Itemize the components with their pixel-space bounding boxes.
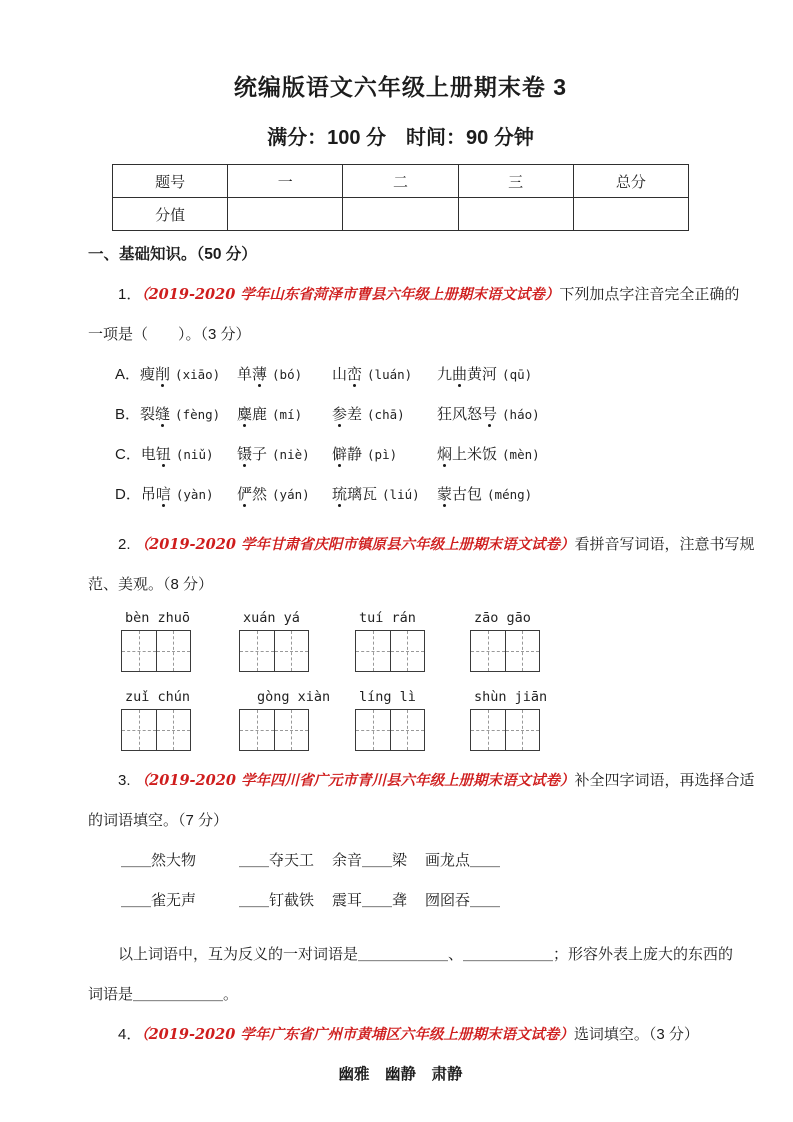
pinyin-label: shùn jiān <box>474 689 548 705</box>
question-3-fill-sentence-line2: 词语是＿＿＿＿＿＿。 <box>88 986 239 1003</box>
writing-grid-box <box>355 709 425 751</box>
score-table-header-cell: 一 <box>228 165 343 198</box>
dotted-char: 俨 <box>237 486 253 503</box>
pinyin-label: gòng xiàn <box>257 689 331 705</box>
pinyin-label: tuí rán <box>359 610 416 626</box>
question-3-stem-text: 补全四字词语，再选择合适 <box>574 772 755 789</box>
writing-grid-box <box>470 709 540 751</box>
idiom-blank-item: 震耳＿＿聋 <box>332 892 408 909</box>
dotted-char: 缝 <box>155 406 171 423</box>
option-label: C． <box>115 446 141 463</box>
writing-boxes-row-1 <box>121 630 713 672</box>
idiom-blank-item: 余音＿＿梁 <box>332 852 408 869</box>
option-label: D． <box>115 486 141 503</box>
pinyin: (niè) <box>272 447 310 462</box>
pinyin-label: bèn zhuō <box>125 610 191 626</box>
dotted-char: 峦 <box>347 366 363 383</box>
score-table-header-cell: 总分 <box>573 165 688 198</box>
dotted-char: 唁 <box>155 486 171 503</box>
page-title: 统编版语文六年级上册期末卷 3 <box>233 74 568 100</box>
score-table-header-row <box>113 165 689 198</box>
dotted-char: 镊 <box>237 446 253 463</box>
idiom-fill-row-2 <box>121 881 713 921</box>
dotted-char: 麋 <box>237 406 253 423</box>
pinyin: (háo) <box>502 407 540 422</box>
pinyin: (yán) <box>272 487 310 502</box>
exam-score-time-subtitle: 满分：100 分 时间：90 分钟 <box>267 127 534 149</box>
score-cell-empty <box>228 198 343 231</box>
option-label: B． <box>115 406 141 423</box>
pinyin-row-2 <box>121 686 713 708</box>
question-3-fill-sentence-line1: 以上词语中，互为反义的一对词语是＿＿＿＿＿＿、＿＿＿＿＿＿；形容外表上庞大的东西的 <box>118 946 734 963</box>
score-table-header-cell: 题号 <box>113 165 228 198</box>
question-2-number: 2. <box>118 536 131 553</box>
score-cell-empty <box>343 198 458 231</box>
score-row-label: 分值 <box>113 198 228 231</box>
question-3-stem <box>88 761 755 801</box>
pinyin: (mí) <box>272 407 303 422</box>
idiom-blank-item: ＿＿雀无声 <box>121 892 197 909</box>
idiom-blank-item: 囫囵吞＿＿ <box>425 892 501 909</box>
score-table-value-row <box>113 198 689 231</box>
question-1-option-D: D．吊唁 (yàn) 俨然 (yán) 琉璃瓦 (liú) 蒙古包 (méng) <box>115 486 533 503</box>
question-3-source: （2019-2020 学年四川省广元市青川县六年级上册期末语文试卷） <box>134 772 575 789</box>
pinyin-label: líng lì <box>359 689 416 705</box>
question-1-option-C: C．电钮 (niǔ) 镊子 (niè) 僻静 (pì) 焖上米饭 (mèn) <box>115 446 540 463</box>
section-1-heading: 一、基础知识。（50 分） <box>88 246 257 263</box>
pinyin-label: zāo gāo <box>474 610 531 626</box>
dotted-char: 薄 <box>252 366 268 383</box>
question-4-word-bank: 幽雅 幽静 肃静 <box>338 1066 463 1083</box>
question-1-option-B: B．裂缝 (fèng) 麋鹿 (mí) 参差 (chā) 狂风怒号 (háo) <box>115 406 540 423</box>
question-1-stem <box>88 275 740 315</box>
pinyin-label: xuán yá <box>243 610 300 626</box>
writing-grid-box <box>470 630 540 672</box>
question-2-stem-line2: 范、美观。（8 分） <box>88 576 214 593</box>
question-1-source: （2019-2020 学年山东省菏泽市曹县六年级上册期末语文试卷） <box>141 286 560 303</box>
question-4-stem <box>88 1015 713 1055</box>
idiom-blank-item: ＿＿然大物 <box>121 852 197 869</box>
pinyin: (méng) <box>487 487 533 502</box>
question-3-number: 3. <box>118 772 131 789</box>
question-1-number: 1． <box>118 286 142 303</box>
writing-grid-box <box>121 630 191 672</box>
writing-grid-box <box>239 630 309 672</box>
question-1-stem-text: 下列加点字注音完全正确的 <box>559 286 740 303</box>
pinyin: (niǔ) <box>175 447 214 462</box>
question-4-stem-text: 选词填空。（3 分） <box>573 1026 699 1043</box>
dotted-char: 蒙 <box>437 486 453 503</box>
option-label: A． <box>115 366 141 383</box>
writing-grid-box <box>355 630 425 672</box>
pinyin: (xiāo) <box>175 367 221 382</box>
score-table-header-cell: 三 <box>458 165 573 198</box>
question-2-source: （2019-2020 学年甘肃省庆阳市镇原县六年级上册期末语文试卷） <box>134 536 575 553</box>
pinyin: (luán) <box>367 367 413 382</box>
dotted-char: 削 <box>155 366 171 383</box>
dotted-char: 焖 <box>437 446 453 463</box>
dotted-char: 钮 <box>155 446 171 463</box>
pinyin-label: zuǐ chún <box>125 689 191 705</box>
score-cell-empty <box>458 198 573 231</box>
pinyin: (qū) <box>502 367 533 382</box>
question-3-stem-line2: 的词语填空。（7 分） <box>88 812 229 829</box>
idiom-blank-item: ＿＿夺天工 <box>239 852 315 869</box>
dotted-char: 曲 <box>452 366 468 383</box>
writing-grid-box <box>239 709 309 751</box>
pinyin: (pì) <box>367 447 398 462</box>
score-cell-empty <box>573 198 688 231</box>
question-4-number: 4． <box>118 1026 142 1043</box>
pinyin: (bó) <box>272 367 303 382</box>
dotted-char: 琉 <box>332 486 348 503</box>
writing-grid-box <box>121 709 191 751</box>
dotted-char: 号 <box>482 406 498 423</box>
question-2-stem <box>88 525 755 565</box>
score-table <box>112 164 689 231</box>
pinyin: (liú) <box>382 487 420 502</box>
pinyin-row-1 <box>121 607 713 629</box>
dotted-char: 僻 <box>332 446 348 463</box>
score-table-header-cell: 二 <box>343 165 458 198</box>
pinyin: (fèng) <box>175 407 221 422</box>
question-1-option-A: A．瘦削 (xiāo) 单薄 (bó) 山峦 (luán) 九曲黄河 (qū) <box>115 366 533 383</box>
pinyin: (yàn) <box>175 487 214 502</box>
idiom-blank-item: 画龙点＿＿ <box>425 852 501 869</box>
pinyin: (mèn) <box>502 447 540 462</box>
question-4-source: （2019-2020 学年广东省广州市黄埔区六年级上册期末语文试卷） <box>141 1026 574 1043</box>
question-1-stem-line2: 一项是（ ）。（3 分） <box>88 326 251 343</box>
idiom-fill-row-1 <box>121 841 713 881</box>
idiom-blank-item: ＿＿钉截铁 <box>239 892 315 909</box>
pinyin: (chā) <box>367 407 405 422</box>
question-2-stem-text: 看拼音写词语，注意书写规 <box>574 536 755 553</box>
writing-boxes-row-2 <box>121 709 713 751</box>
dotted-char: 参 <box>332 406 348 423</box>
